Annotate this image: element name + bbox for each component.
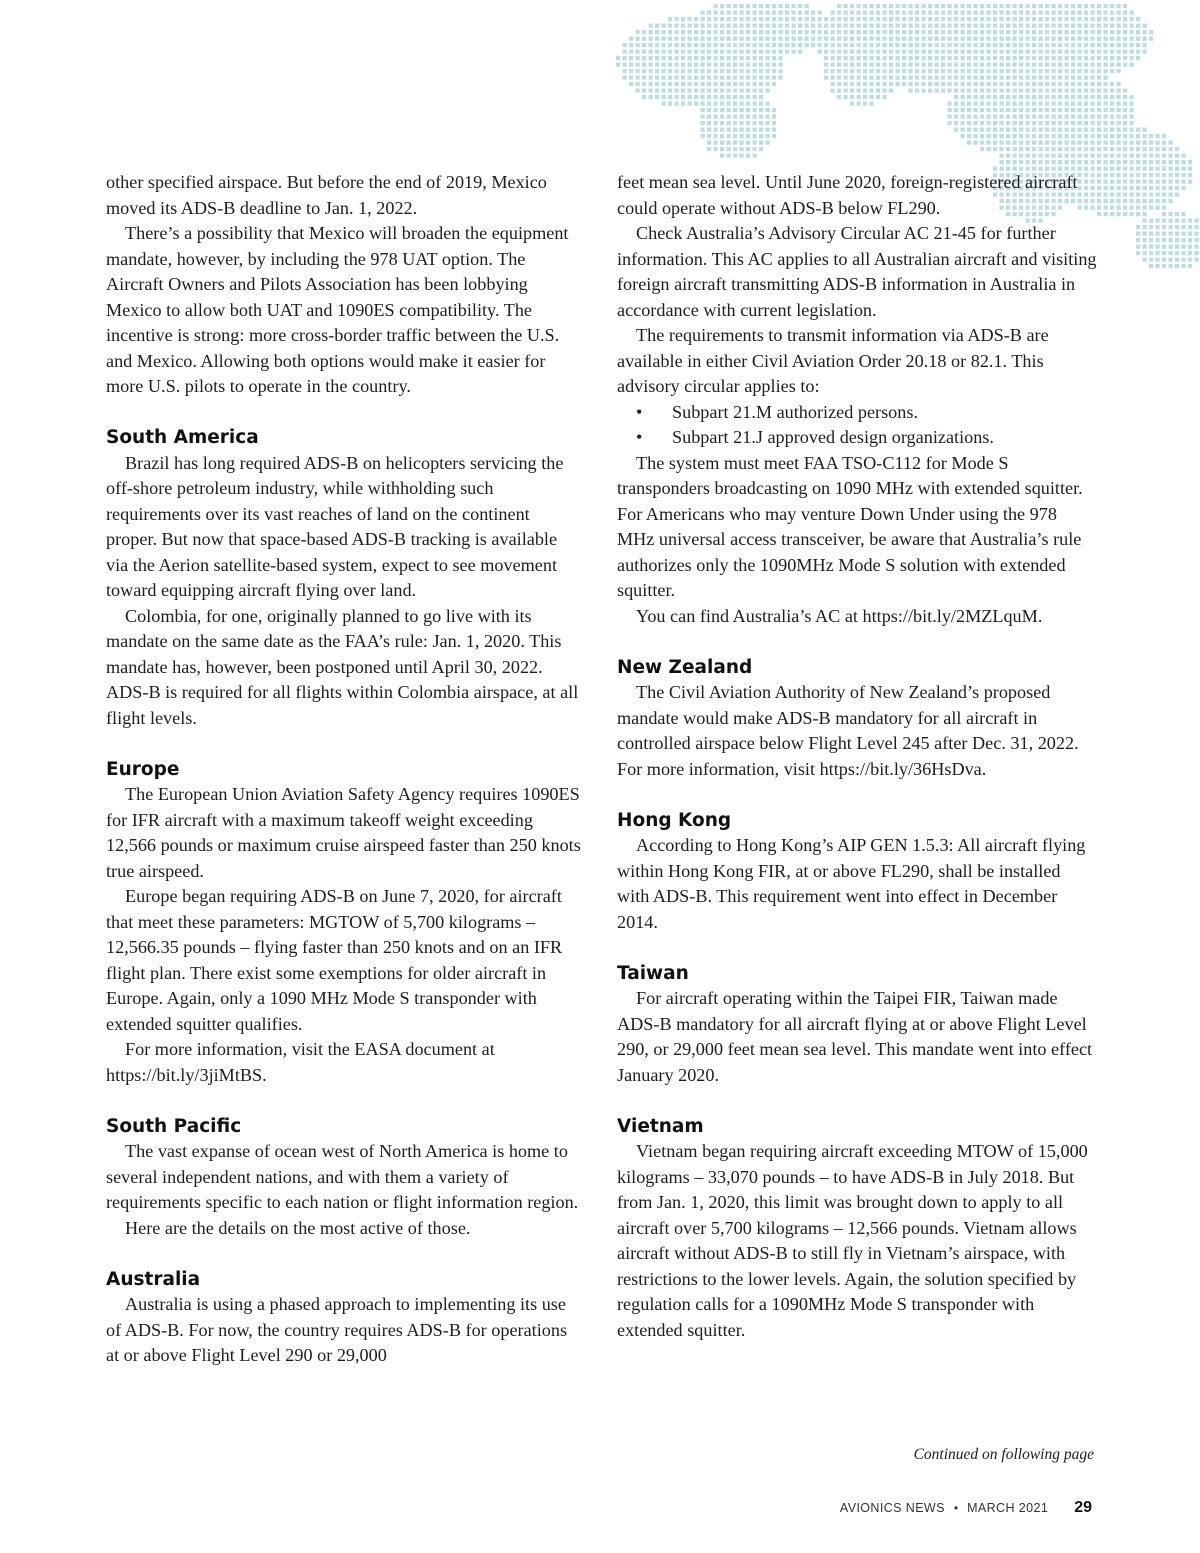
paragraph: The Civil Aviation Authority of New Zealand’s proposed mandate would make ADS-B mandatory for all aircraft in controlled airspace below Flight Level 245 after Dec. 31, 2022. For more information, visit https://bit.ly/36HsDva. [617, 682, 1079, 779]
section-heading-europe: Europe [106, 758, 180, 780]
paragraph: For aircraft operating within the Taipei FIR, Taiwan made ADS-B mandatory for all aircraft flying at or above Flight Level 290, or 29,000 feet mean sea level. This mandate went into effect January 2020. [617, 988, 1093, 1085]
list-item [617, 425, 1097, 451]
publication-name: AVIONICS NEWS [839, 1501, 945, 1515]
list-item-text: Subpart 21.J approved design organizations. [672, 427, 994, 447]
section-heading-south-america: South America [106, 427, 259, 448]
paragraph: The vast expanse of ocean west of North America is home to several independent nations, and with them a variety of requirements specific to each nation or flight information region. [106, 1141, 579, 1212]
section-heading-hong-kong: Hong Kong [617, 809, 732, 831]
page-footer [840, 1499, 1092, 1517]
paragraph: For more information, visit the EASA document at https://bit.ly/3jiMtBS. [106, 1039, 495, 1085]
paragraph: Check Australia’s Advisory Circular AC 21-45 for further information. This AC applies to all Australian aircraft and visiting foreign aircraft transmitting ADS-B information in Australia in accordance with current legislation. [617, 223, 1097, 320]
paragraph: There’s a possibility that Mexico will broaden the equipment mandate, however, by including the 978 UAT option. The Aircraft Owners and Pilots Association has been lobbying Mexico to allow both UAT and 1090ES compatibility. The incentive is strong: more cross-border traffic between the U.S. and Mexico. Allowing both options would make it easier for more U.S. pilots to operate in the country. [106, 223, 569, 396]
paragraph: You can find Australia’s AC at https://bit.ly/2MZLquM. [636, 605, 1043, 626]
paragraph: Europe began requiring ADS-B on June 7, 2020, for aircraft that meet these parameters: MGTOW of 5,700 kilograms – 12,566.35 pounds – flying faster than 250 knots and on an IFR flight plan. There exist some exemptions for older aircraft in Europe. Again, only a 1090 MHz Mode S transponder with extended squitter qualifies. [106, 886, 563, 1034]
paragraph: The European Union Aviation Safety Agency requires 1090ES for IFR aircraft with a maximum takeoff weight exceeding 12,566 pounds or maximum cruise airspeed faster than 250 knots true airspeed. [106, 784, 581, 881]
paragraph: feet mean sea level. Until June 2020, foreign-registered aircraft could operate without ADS-B below FL290. [617, 172, 1078, 218]
bullet-icon: • [636, 401, 643, 422]
left-column [106, 170, 582, 1369]
list-item-text: Subpart 21.M authorized persons. [672, 401, 918, 422]
list-item [617, 400, 1097, 426]
paragraph: The requirements to transmit information via ADS-B are available in either Civil Aviation Order 20.18 or 82.1. This advisory circular applies to: [617, 325, 1049, 396]
section-heading-vietnam: Vietnam [617, 1115, 704, 1137]
section-heading-new-zealand: New Zealand [617, 656, 753, 678]
footer-separator: • [953, 1501, 959, 1515]
page-number: 29 [1074, 1499, 1092, 1516]
paragraph: other specified airspace. But before the end of 2019, Mexico moved its ADS-B deadline to Jan. 1, 2022. [106, 172, 547, 218]
bullet-icon: • [636, 427, 643, 447]
paragraph: Brazil has long required ADS-B on helicopters servicing the off-shore petroleum industry, while withholding such requirements over its vast reaches of land on the continent proper. But now that space-based ADS-B tracking is available via the Aerion satellite-based system, expect to see movement toward equipping aircraft flying over land. [106, 452, 564, 600]
right-column [617, 170, 1097, 1343]
continued-note: Continued on following page [913, 1446, 1094, 1463]
paragraph: Here are the details on the most active of those. [125, 1217, 471, 1238]
paragraph: The system must meet FAA TSO-C112 for Mode S transponders broadcasting on 1090 MHz with extended squitter. For Americans who may venture Down Under using the 978 MHz universal access transceiver, be aware that Australia’s rule authorizes only the 1090MHz Mode S solution with extended squitter. [617, 452, 1083, 600]
issue-date: MARCH 2021 [967, 1501, 1049, 1515]
section-heading-taiwan: Taiwan [617, 962, 689, 984]
paragraph: According to Hong Kong’s AIP GEN 1.5.3: All aircraft flying within Hong Kong FIR, at or above FL290, shall be installed with ADS-B. This requirement went into effect in December 2014. [617, 835, 1086, 932]
paragraph: Australia is using a phased approach to implementing its use of ADS-B. For now, the country requires ADS-B for operations at or above Flight Level 290 or 29,000 [106, 1294, 568, 1365]
section-heading-australia: Australia [106, 1268, 201, 1290]
paragraph: Colombia, for one, originally planned to go live with its mandate on the same date as the FAA’s rule: Jan. 1, 2020. This mandate has, however, been postponed until April 30, 2022. ADS-B is required for all flights within Colombia airspace, at all flight levels. [106, 605, 579, 728]
section-heading-south-pacific: South Pacific [106, 1115, 242, 1137]
paragraph: Vietnam began requiring aircraft exceeding MTOW of 15,000 kilograms – 33,070 pounds – to have ADS-B in July 2018. But from Jan. 1, 2020, this limit was brought down to apply to all aircraft over 5,700 kilograms – 12,566 pounds. Vietnam allows aircraft without ADS-B to still fly in Vietnam’s airspace, with restrictions to the lower levels. Again, the solution specified by regulation calls for a 1090MHz Mode S transponder with extended squitter. [617, 1141, 1088, 1340]
bullet-list [617, 400, 1097, 451]
